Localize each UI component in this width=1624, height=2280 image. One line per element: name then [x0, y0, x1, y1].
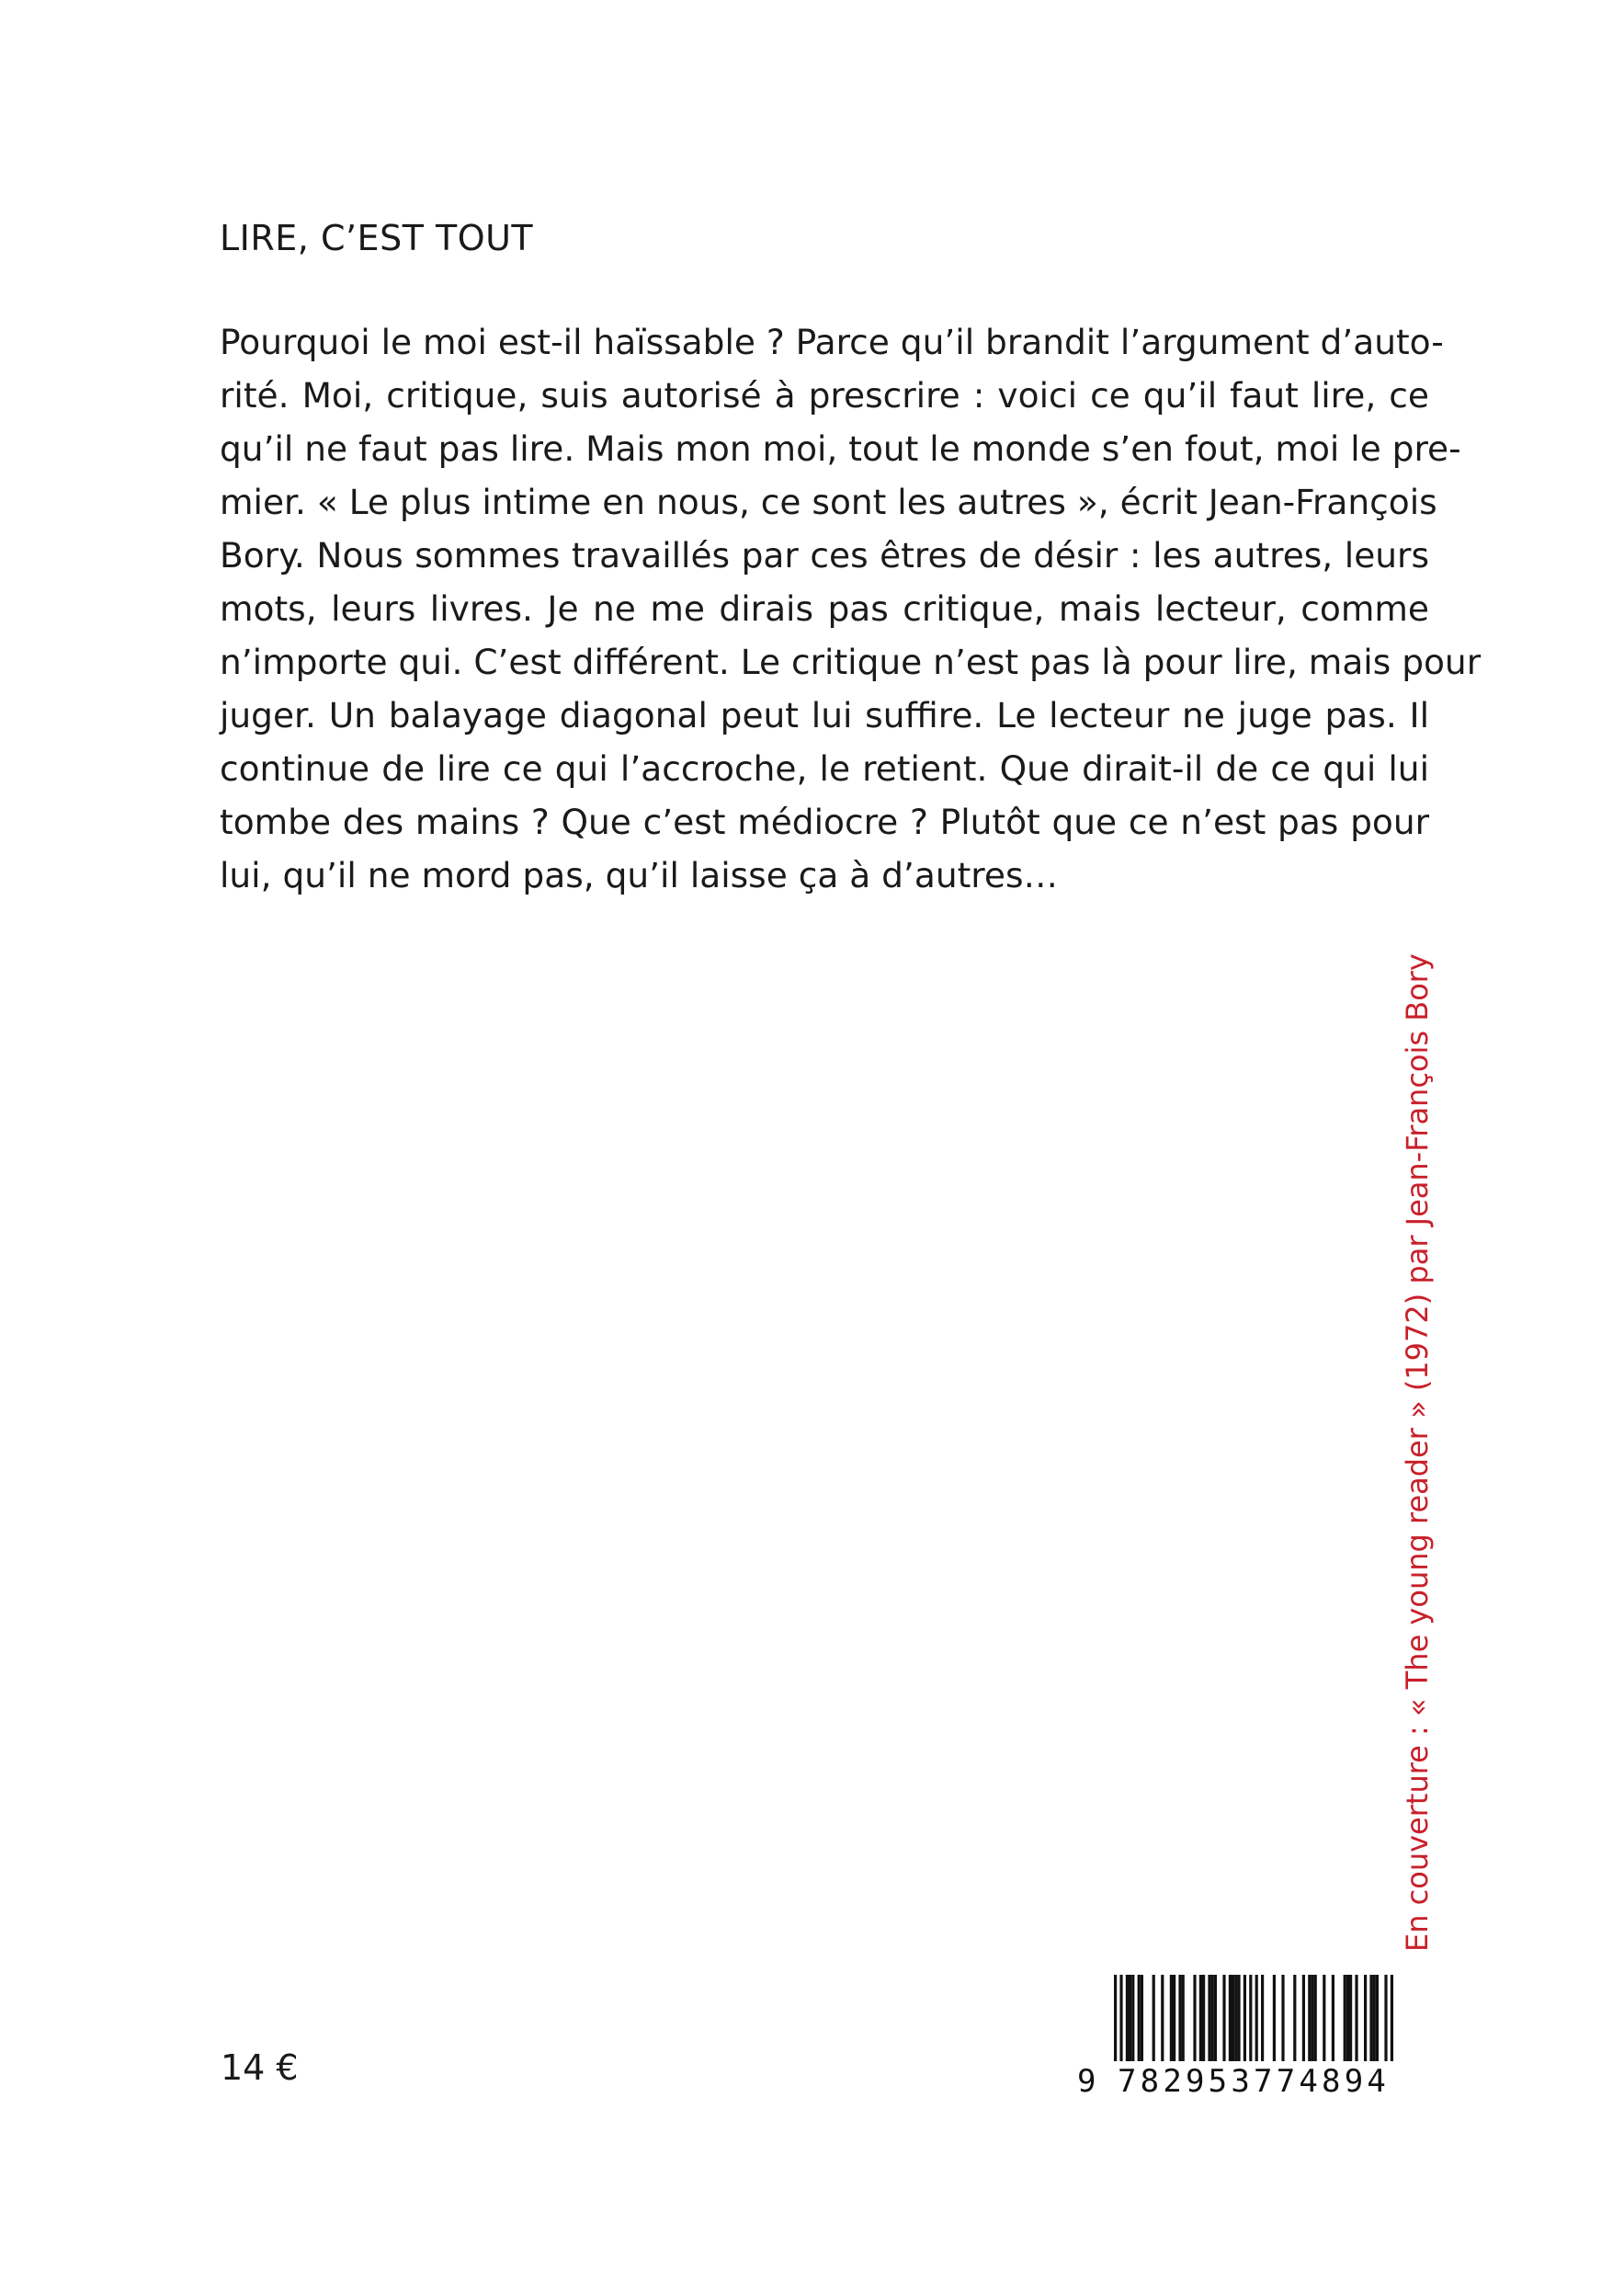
barcode-bar	[1170, 1975, 1173, 2063]
barcode-bar	[1229, 1975, 1232, 2063]
barcode-bar	[1161, 1975, 1164, 2063]
barcode-bar	[1293, 1975, 1296, 2063]
isbn-number: 782953774894	[1114, 2061, 1428, 2102]
barcode-bar	[1214, 1975, 1217, 2063]
blurb-line: Bory. Nous sommes travaillés par ces êtres de désir : les autres, leurs	[220, 535, 1429, 576]
cover-credit-container	[1390, 953, 1445, 1952]
barcode-bar	[1222, 1975, 1225, 2063]
barcode-bar	[1373, 1975, 1376, 2063]
blurb-line: lui, qu’il ne mord pas, qu’il laisse ça à d’autres…	[220, 855, 1058, 895]
blurb-line: juger. Un balayage diagonal peut lui suffire. Le lecteur ne juge pas. Il	[220, 695, 1429, 735]
barcode-bar	[1314, 1975, 1317, 2063]
blurb-line: mots, leurs livres. Je ne me dirais pas critique, mais lecteur, comme	[220, 588, 1429, 629]
barcode-bar	[1332, 1975, 1334, 2063]
barcode-bar	[1211, 1975, 1214, 2063]
barcode-bar	[1273, 1975, 1276, 2063]
barcode-bar	[1355, 1975, 1357, 2063]
barcode-bar	[1138, 1975, 1141, 2063]
barcode-bar	[1237, 1975, 1240, 2063]
barcode-bar	[1281, 1975, 1284, 2063]
barcode-bar	[1232, 1975, 1234, 2063]
barcode-bar	[1344, 1975, 1346, 2063]
barcode-bar	[1369, 1975, 1372, 2063]
barcode-bar	[1178, 1975, 1181, 2063]
isbn-digits	[1077, 2061, 1426, 2102]
blurb-line: rité. Moi, critique, suis autorisé à prescrire : voici ce qu’il faut lire, ce	[220, 375, 1429, 416]
barcode-bar	[1126, 1975, 1129, 2063]
barcode-bar	[1129, 1975, 1131, 2063]
barcode-bar	[1193, 1975, 1196, 2063]
back-cover-title: LIRE, C’EST TOUT	[220, 218, 534, 258]
blurb-line: n’importe qui. C’est différent. Le critique n’est pas là pour lire, mais pour	[220, 642, 1482, 682]
barcode-bar	[1199, 1975, 1202, 2063]
barcode-bar	[1244, 1975, 1246, 2063]
barcode-bar	[1234, 1975, 1237, 2063]
back-cover-blurb	[220, 315, 1482, 902]
barcode-bar	[1349, 1975, 1352, 2063]
barcode-bar	[1346, 1975, 1349, 2063]
barcode-bar	[1173, 1975, 1175, 2063]
cover-credit: En couverture : « The young reader » (1972) par Jean-François Bory	[1400, 953, 1435, 1952]
barcode-bar	[1141, 1975, 1143, 2063]
barcode-bar	[1364, 1975, 1367, 2063]
blurb-line: qu’il ne faut pas lire. Mais mon moi, tout le monde s’en fout, moi le pre-	[220, 428, 1461, 469]
barcode-bar	[1261, 1975, 1264, 2063]
barcode-bar	[1208, 1975, 1210, 2063]
barcode-bar	[1182, 1975, 1185, 2063]
blurb-line: continue de lire ce qui l’accroche, le retient. Que dirait-il de ce qui lui	[220, 748, 1429, 789]
barcode-bar	[1131, 1975, 1134, 2063]
blurb-line: tombe des mains ? Que c’est médiocre ? Plutôt que ce n’est pas pour	[220, 802, 1429, 842]
barcode-bar	[1153, 1975, 1155, 2063]
barcode-bar	[1323, 1975, 1325, 2063]
barcode-bar	[1311, 1975, 1313, 2063]
barcode-bar	[1376, 1975, 1379, 2063]
price: 14 €	[221, 2047, 299, 2088]
barcode-bar	[1308, 1975, 1311, 2063]
isbn-lead-digit: 9	[1077, 2063, 1096, 2100]
blurb-line: mier. « Le plus intime en nous, ce sont les autres », écrit Jean-François	[220, 482, 1437, 522]
barcode-bar	[1302, 1975, 1305, 2063]
blurb-line: Pourquoi le moi est-il haïssable ? Parce qu’il brandit l’argument d’auto-	[220, 322, 1444, 362]
barcode-bar	[1202, 1975, 1205, 2063]
